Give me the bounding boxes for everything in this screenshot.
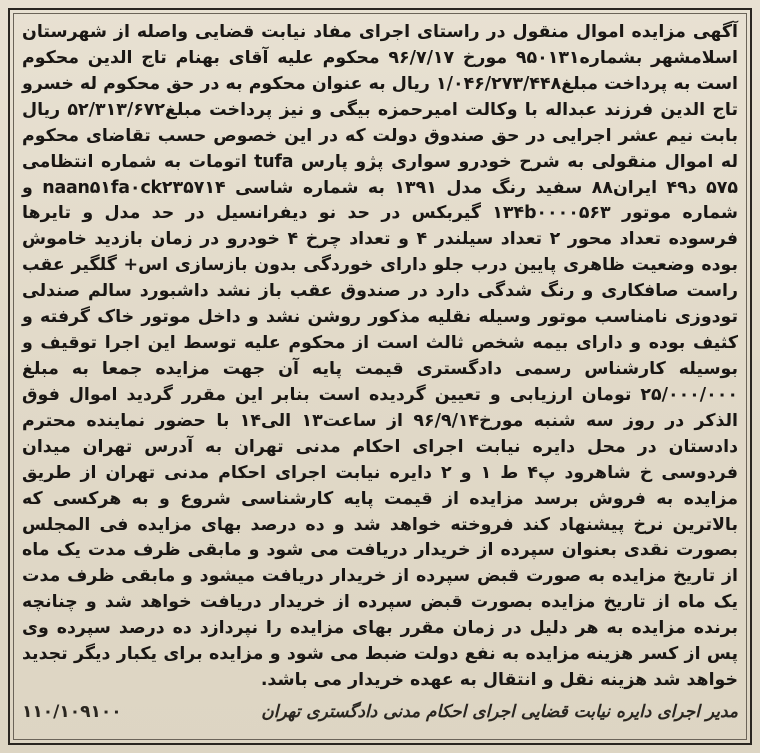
notice-code: ۱۱۰/۱۰۹۱۰۰ [22, 702, 122, 722]
auction-notice-text: آگهی مزایده اموال منقول در راستای اجرای مفاد نیابت قضایی واصله از شهرستان اسلامشهر بشماره۹۵۰۱۳۱ مورخ ۹۶/۷/۱۷ محکوم علیه آقای بهنام تاج الدین محکوم است به پرداخت مبلغ۱/۰۴۶/۲۷۳/۴۴۸ ریال به عنوان محکوم به در حق محکوم له خسرو تاج الدین فرزند عبداله با وکالت امیرحمزه بیگی و نیز پرداخت مبلغ۵۲/۳۱۳/۶۷۲ ریال بابت نیم عشر اجرایی در حق صندوق دولت که در این خصوص حسب تقاضای محکوم له اموال منقولی به شرح خودرو سواری پژو پارس tufa اتومات به شماره انتظامی ۵۷۵ د۴۹ ایران۸۸ سفید رنگ مدل ۱۳۹۱ به شماره شاسی naan۵۱fa۰ck۲۳۵۷۱۴ و شماره موتور ۱۳۴b۰۰۰۰۵۶۳ گیربکس در حد نو دیفرانسیل در حد مدل و تایرها فرسوده تعداد محور ۲ تعداد سیلندر ۴ و تعداد چرخ ۴ خودرو در زمان بازدید خاموش بوده وضعیت ظاهری پایین درب جلو دارای خوردگی بدون بازسازی اس+ گلگیر عقب راست صافکاری و رنگ شدگی دارد در صندوق عقب باز نشد داشبورد سالم صندلی تودوزی نامناسب موتور وسیله نقلیه مذکور روشن نشد و داخل موتور خاک گرفته و کثیف بوده و دارای بیمه شخص ثالث است از محکوم علیه توسط این اجرا توقیف و بوسیله کارشناس رسمی دادگستری قیمت پایه آن جهت مزایده جمعا به مبلغ ۲۵/۰۰۰/۰۰۰ تومان ارزیابی و تعیین گردیده است بنابر این مقرر گردید اموال فوق الذکر در روز سه شنبه مورخ۹۶/۹/۱۴ از ساعت۱۳ الی۱۴ با حضور نماینده محترم دادستان در محل دایره نیابت اجرای احکام مدنی تهران به آدرس تهران میدان فردوسی خ شاهرود پ۴ ط ۱ و ۲ دایره نیابت اجرای احکام مدنی تهران از طریق مزایده به فروش برسد مزایده از قیمت پایه کارشناسی شروع و به هرکسی که بالاترین نرخ پیشنهاد کند فروخته خواهد شد و ده درصد بهای مزایده فی المجلس بصورت نقدی بعنوان سپرده از خریدار دریافت می شود و مابقی ظرف مدت یک ماه از تاریخ مزایده به صورت قبض سپرده از خریدار دریافت میشود و مابقی ظرف مدت یک ماه از تاریخ مزایده بصورت قبض سپرده از خریدار دریافت خواهد شد و چنانچه برنده مزایده به هر دلیل در زمان مقرر بهای مزایده را نپردازد ده درصد سپرده وی پس از کسر هزینه مزایده به نفع دولت ضبط می شود و مزایده برای یکبار دیگر تجدید خواهد شد هزینه نقل و انتقال به عهده خریدار می باشد. [22, 22, 739, 691]
notice-footer [22, 702, 738, 722]
issuer-signature: مدیر اجرای دایره نیابت قضایی اجرای احکام مدنی دادگستری تهران [261, 702, 738, 722]
